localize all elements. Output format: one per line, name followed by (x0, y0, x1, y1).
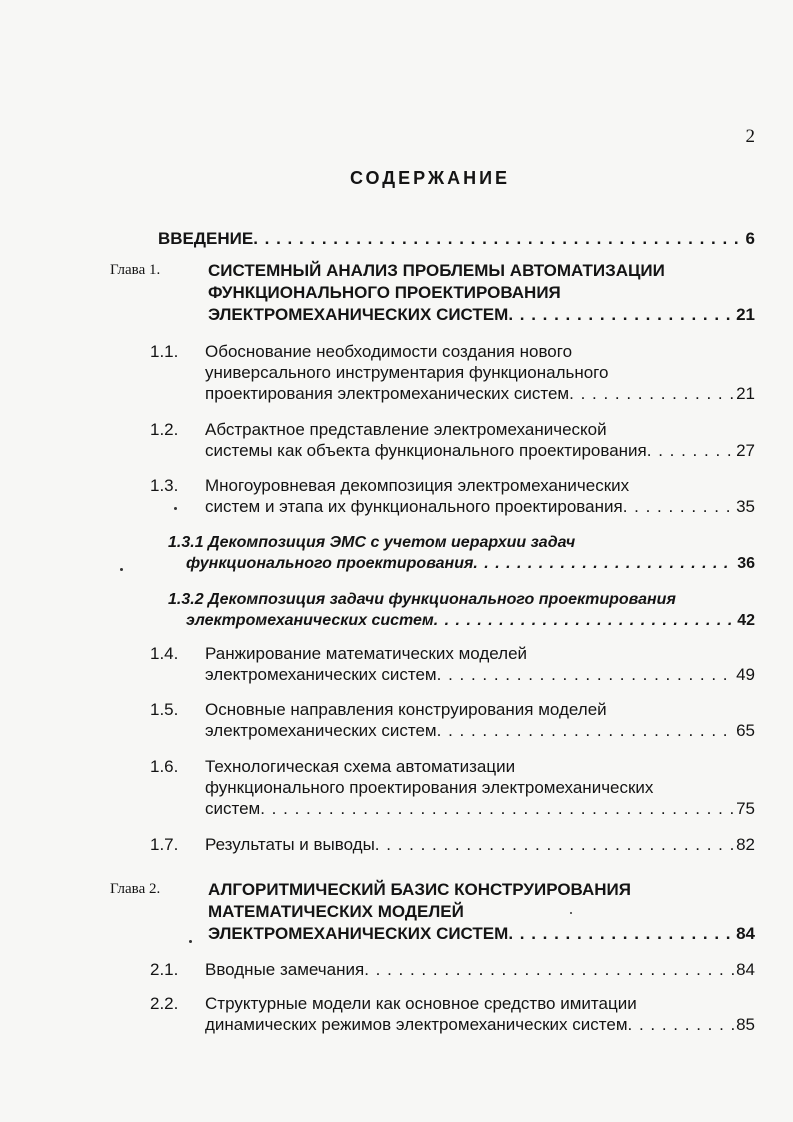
toc-entry-1-3-2[interactable] (168, 589, 755, 631)
toc-page-number: 82 (736, 835, 755, 854)
toc-entry-line: Технологическая схема автоматизации (205, 757, 516, 776)
toc-page-number: 27 (736, 441, 755, 460)
toc-page-number: 21 (736, 305, 755, 324)
toc-entry-line: ЭЛЕКТРОМЕХАНИЧЕСКИХ СИСТЕМ (208, 305, 509, 324)
toc-entry-line: 1.3.2 Декомпозиция задачи функционального проектирования (168, 591, 676, 608)
scan-speck (174, 507, 177, 510)
toc-page-number: 65 (736, 721, 755, 740)
page-number: 2 (745, 126, 755, 147)
toc-page-number: 49 (736, 665, 755, 684)
toc-entry-line: Абстрактное представление электромеханической (205, 420, 607, 439)
toc-page-number: 84 (736, 924, 755, 943)
toc-entry-line: Вводные замечания (205, 960, 365, 979)
chapter-label: Глава 2. (110, 881, 161, 897)
toc-page-number: 35 (736, 497, 755, 516)
toc-page-number: 75 (736, 799, 755, 818)
toc-entry-line: функционального проектирования (186, 555, 474, 572)
section-number: 1.3. (150, 476, 179, 495)
toc-entry-line: динамических режимов электромеханических систем (205, 1015, 628, 1034)
toc-entry-line: Результаты и выводы (205, 835, 375, 854)
toc-entry-line: АЛГОРИТМИЧЕСКИЙ БАЗИС КОНСТРУИРОВАНИЯ (208, 880, 631, 899)
toc-entry-line: ФУНКЦИОНАЛЬНОГО ПРОЕКТИРОВАНИЯ (208, 283, 561, 302)
toc-entry-line: функционального проектирования электромеханических (205, 778, 654, 797)
section-number: 2.1. (150, 960, 179, 979)
scan-speck (120, 568, 123, 571)
toc-entry-line: 1.3.1 Декомпозиция ЭМС с учетом иерархии задач (168, 534, 576, 551)
section-number: 1.6. (150, 757, 179, 776)
toc-entry-1-4[interactable] (205, 643, 755, 685)
scan-speck (570, 912, 572, 914)
toc-entry-1-1[interactable] (205, 341, 755, 404)
toc-entry-1-5[interactable] (205, 699, 755, 741)
toc-entry-line: системы как объекта функционального проектирования (205, 441, 647, 460)
toc-entry-1-2[interactable] (205, 419, 755, 461)
section-number: 1.4. (150, 644, 179, 663)
toc-entry-text: ВВЕДЕНИЕ (158, 229, 254, 248)
toc-entry-1-3[interactable] (205, 475, 755, 517)
toc-entry-line: проектирования электромеханических систем (205, 384, 570, 403)
toc-entry-line: Многоуровневая декомпозиция электромеханических (205, 476, 630, 495)
section-number: 1.2. (150, 420, 179, 439)
toc-entry-line: Основные направления конструирования моделей (205, 700, 607, 719)
toc-page-number: 85 (736, 1015, 755, 1034)
section-number: 1.7. (150, 835, 179, 854)
toc-page-number: 21 (736, 384, 755, 403)
toc-page-number: 42 (737, 612, 755, 629)
toc-entry-line: СИСТЕМНЫЙ АНАЛИЗ ПРОБЛЕМЫ АВТОМАТИЗАЦИИ (208, 261, 665, 280)
toc-entry-line: МАТЕМАТИЧЕСКИХ МОДЕЛЕЙ (208, 902, 464, 921)
toc-page-number: 84 (736, 960, 755, 979)
toc-entry-2-1[interactable] (205, 959, 755, 980)
toc-entry-intro[interactable] (158, 228, 755, 249)
toc-entry-line: ЭЛЕКТРОМЕХАНИЧЕСКИХ СИСТЕМ (208, 924, 509, 943)
toc-entry-line: электромеханических систем (186, 612, 434, 629)
toc-entry-line: Обоснование необходимости создания нового (205, 342, 573, 361)
toc-entry-line: электромеханических систем (205, 721, 437, 740)
section-number: 1.5. (150, 700, 179, 719)
section-number: 2.2. (150, 994, 179, 1013)
toc-entry-1-3-1[interactable] (168, 532, 755, 574)
toc-entry-2-2[interactable] (205, 993, 755, 1035)
page-title: СОДЕРЖАНИЕ (349, 168, 511, 188)
toc-entry-line: систем (205, 799, 261, 818)
scan-speck (189, 940, 192, 943)
toc-entry-line: электромеханических систем (205, 665, 437, 684)
toc-page-number: 6 (745, 229, 755, 248)
toc-entry-chapter-2[interactable] (208, 879, 755, 945)
toc-entry-line: универсального инструментария функционального (205, 363, 609, 382)
chapter-label: Глава 1. (110, 262, 161, 278)
toc-entry-1-7[interactable] (205, 834, 755, 855)
toc-entry-line: Ранжирование математических моделей (205, 644, 528, 663)
toc-entry-chapter-1[interactable] (208, 260, 755, 326)
toc-entry-1-6[interactable] (205, 756, 755, 819)
section-number: 1.1. (150, 342, 179, 361)
toc-entry-line: систем и этапа их функционального проектирования (205, 497, 623, 516)
toc-page-number: 36 (737, 555, 755, 572)
toc-entry-line: Структурные модели как основное средство имитации (205, 994, 637, 1013)
